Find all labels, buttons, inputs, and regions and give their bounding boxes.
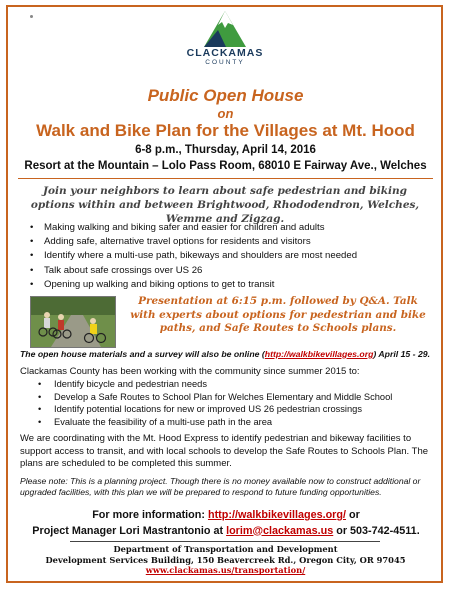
planning-note: Please note: This is a planning project. Though there is no money available now to construct additional or upgraded facilities, with this plan we will be prepared to respond to future funding opportunities. — [20, 476, 421, 498]
event-location: Resort at the Mountain – Lolo Pass Room, 68010 E Fairway Ave., Welches — [24, 160, 427, 172]
manager-label: Project Manager Lori Mastrantonio at — [32, 524, 227, 537]
list-item: • Making walking and biking safer and easier for children and adults — [30, 221, 420, 235]
more-info-or: or — [345, 509, 360, 521]
list-item: • Identify bicycle and pedestrian needs — [38, 378, 433, 391]
plan-title: Walk and Bike Plan for the Villages at Mt. Hood — [36, 121, 415, 140]
online-note-dates: ) April 15 - 29. — [373, 349, 431, 359]
goals-list — [30, 221, 420, 292]
contact-info — [20, 508, 432, 539]
list-item: • Adding safe, alternative travel options for residents and visitors — [30, 235, 420, 249]
footer — [10, 544, 441, 576]
list-item: • Identify where a multi-use path, bikeways and shoulders are most needed — [30, 249, 420, 263]
header-divider — [18, 178, 433, 179]
list-item: • Talk about safe crossings over US 26 — [30, 264, 420, 278]
logo-county: COUNTY — [205, 59, 245, 66]
online-note-text: The open house materials and a survey will also be online ( — [20, 349, 265, 359]
manager-phone: or 503-742-4511. — [333, 524, 420, 537]
list-item: • Develop a Safe Routes to School Plan for Welches Elementary and Middle School — [38, 391, 433, 404]
list-item: • Opening up walking and biking options to get to transit — [30, 278, 420, 292]
more-info-label: For more information: — [92, 509, 208, 521]
manager-email-link[interactable]: lorim@clackamas.us — [226, 524, 334, 537]
work-items-list — [38, 378, 433, 428]
intro-text: Join your neighbors to learn about safe pedestrian and biking options within and between Brightwood, Rhododendron, Welches, Wemme and Zigzag. — [30, 185, 420, 225]
department-url-link[interactable]: www.clackamas.us/transportation/ — [145, 565, 306, 576]
cyclists-photo — [30, 296, 116, 348]
coordination-paragraph: We are coordinating with the Mt. Hood Express to identify pedestrian and bikeway facilities to support access to transit, and with local schools to develop the Safe Routes to Schools Plan. The plans are scheduled to be completed this summer. — [20, 433, 429, 469]
department-name: Department of Transportation and Development — [113, 544, 338, 554]
footer-divider — [70, 541, 380, 542]
logo-name: CLACKAMAS — [186, 47, 264, 59]
stray-dot — [30, 15, 33, 18]
event-time: 6-8 p.m., Thursday, April 14, 2016 — [135, 144, 316, 156]
online-note — [20, 349, 440, 359]
website-link[interactable]: http://walkbikevillages.org — [264, 349, 374, 359]
working-intro: Clackamas County has been working with the community since summer 2015 to: — [20, 366, 360, 377]
department-address: Development Services Building, 150 Beavercreek Rd., Oregon City, OR 97045 — [45, 554, 406, 565]
clackamas-county-logo — [183, 10, 267, 72]
list-item: • Evaluate the feasibility of a multi-use path in the area — [38, 416, 433, 429]
presentation-note: Presentation at 6:15 p.m. followed by Q&A. Talk with experts about options for pedestrian and bike paths, and Safe Routes to Schools plans. — [130, 295, 426, 334]
mountain-logo-icon — [202, 10, 248, 48]
event-title: Public Open House — [147, 86, 304, 105]
on-label: on — [217, 106, 234, 121]
more-info-link[interactable]: http://walkbikevillages.org/ — [207, 509, 346, 521]
list-item: • Identify potential locations for new or improved US 26 pedestrian crossings — [38, 403, 433, 416]
